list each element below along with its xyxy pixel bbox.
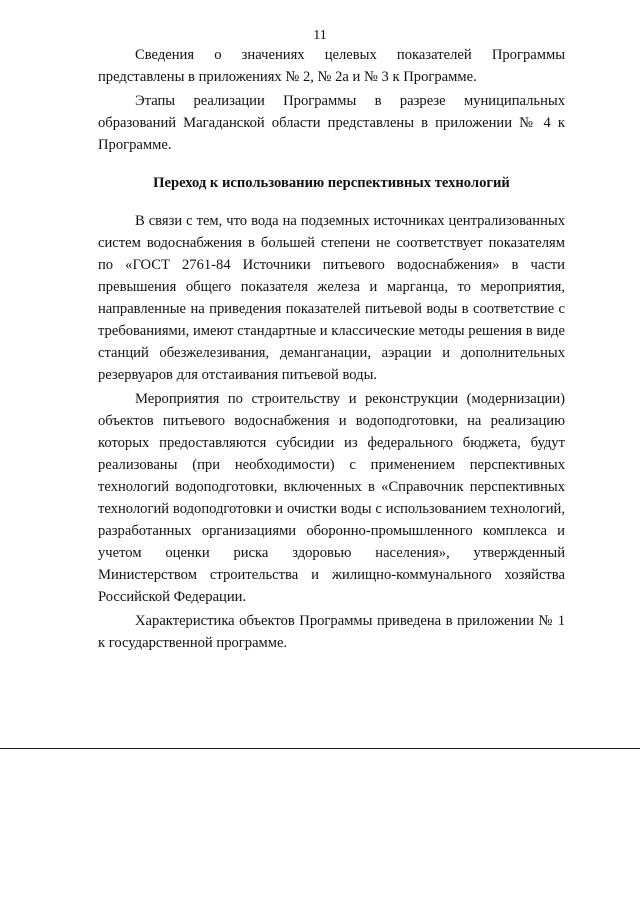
page-number: 11	[313, 28, 327, 43]
paragraph-program-objects: Характеристика объектов Программы приведена в приложении № 1 к государственной программе.	[98, 613, 565, 651]
paragraph-water-quality: В связи с тем, что вода на подземных источниках централизованных систем водоснабжения в большей степени не соответствует показателям по «ГОСТ 2761-84 Источники питьевого водоснабжения» в части превышения общего показателя железа и марганца, то мероприятия, направленные на приведения показателей питьевой воды в соответствие с требованиями, имеют стандартные и классические методы решения в виде станций обезжелезивания, деманганации, аэрации и дополнительных резервуаров для отстаивания питьевой воды.	[98, 213, 565, 383]
document-body	[98, 44, 565, 654]
paragraph-construction-measures: Мероприятия по строительству и реконструкции (модернизации) объектов питьевого водоснабжения и водоподготовки, на реализацию которых предоставляются субсидии из федерального бюджета, будут реализованы (при необходимости) с применением перспективных технологий водоподготовки, включенных в «Справочник перспективных технологий водоподготовки и очистки воды с использованием технологий, разработанных организациями оборонно-промышленного комплекса и учетом оценки риска здоровью населения», утвержденный Министерством строительства и жилищно-коммунального хозяйства Российской Федерации.	[98, 391, 565, 605]
paragraph-target-indicators: Сведения о значениях целевых показателей Программы представлены в приложениях № 2, № 2а и № 3 к Программе.	[98, 47, 565, 85]
bottom-divider-line	[0, 748, 640, 749]
section-heading: Переход к использованию перспективных технологий	[153, 175, 510, 191]
paragraph-implementation-stages: Этапы реализации Программы в разрезе муниципальных образований Магаданской области представлены в приложении № 4 к Программе.	[98, 93, 565, 153]
